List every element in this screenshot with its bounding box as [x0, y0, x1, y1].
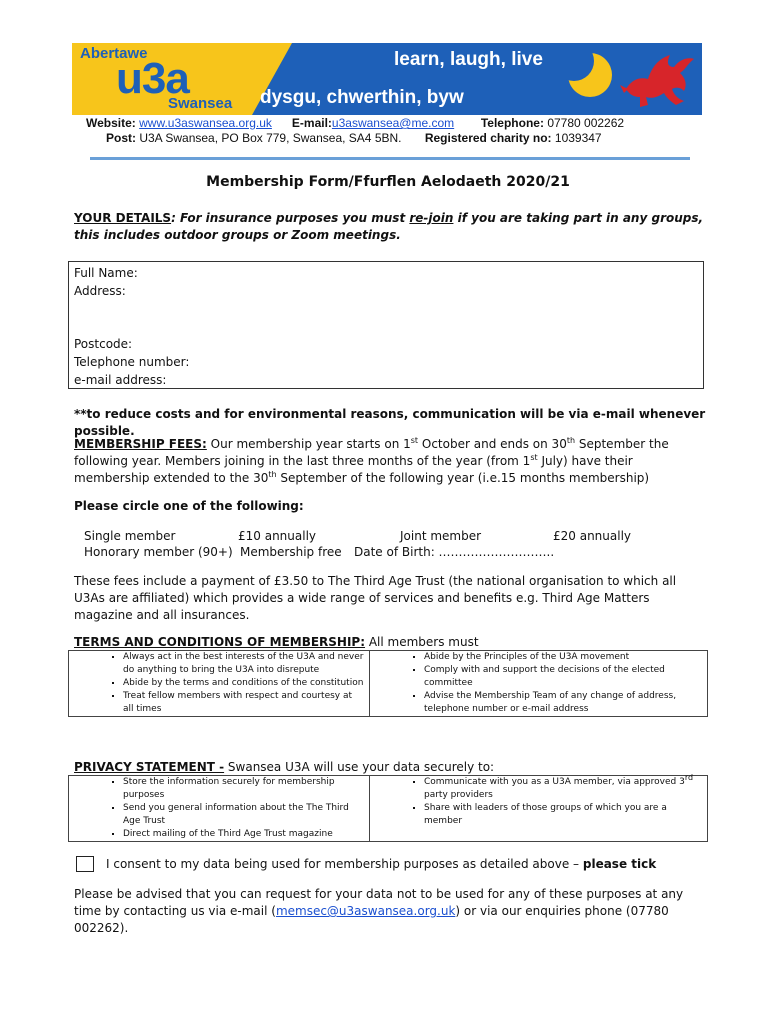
- website-link[interactable]: www.u3aswansea.org.uk: [139, 116, 272, 130]
- post-label: Post:: [106, 131, 136, 145]
- privacy-item: ▪ Direct mailing of the Third Age Trust magazine: [123, 828, 365, 841]
- address-space[interactable]: [74, 300, 698, 335]
- circle-heading: Please circle one of the following:: [74, 499, 304, 513]
- u3a-banner: [72, 43, 702, 115]
- postcode-field[interactable]: Postcode:: [74, 337, 133, 351]
- terms-item: ▪ Abide by the terms and conditions of the constitution: [123, 677, 365, 690]
- contact-line-2: [106, 131, 602, 145]
- privacy-heading-line: PRIVACY STATEMENT - Swansea U3A will use your data securely to:: [74, 760, 495, 774]
- website-label: Website:: [86, 116, 136, 130]
- consent-checkbox[interactable]: [76, 856, 94, 872]
- option-single[interactable]: Single member: [84, 529, 176, 543]
- terms-right-cell: [370, 651, 708, 717]
- option-honorary-fee[interactable]: Membership free: [240, 545, 342, 559]
- privacy-right-cell: [370, 773, 708, 842]
- email-link[interactable]: u3aswansea@me.com: [331, 116, 455, 130]
- phone-number: 07780 002262: [547, 116, 625, 130]
- banner-swansea: Swansea: [168, 95, 233, 112]
- charity-number: 1039347: [554, 131, 602, 145]
- your-details-paragraph: YOUR DETAILS: For insurance purposes you must re-join if you are taking part in any groups, this includes outdoor groups or Zoom meetings.: [74, 211, 704, 242]
- details-box[interactable]: [68, 261, 704, 389]
- please-tick: please tick: [582, 857, 657, 871]
- terms-item: ▪ Advise the Membership Team of any change of address, telephone number or e-mail address: [424, 690, 703, 716]
- privacy-item: ▪ Share with leaders of those groups of which you are a member: [424, 802, 703, 828]
- email-label: E-mail:: [291, 116, 332, 130]
- terms-item: ▪ Treat fellow members with respect and courtesy at all times: [123, 690, 365, 716]
- form-title: Membership Form/Ffurflen Aelodaeth 2020/21: [206, 174, 570, 190]
- email-note: **to reduce costs and for environmental reasons, communication will be via e-mail whenever possible.: [74, 407, 706, 438]
- advise-paragraph: Please be advised that you can request for your data not to be used for any of these purposes at any time by contacting us via e-mail (memsec@u3aswansea.org.uk) or via our enquiries phone (07780 002262).: [74, 887, 684, 935]
- membership-fees-paragraph: MEMBERSHIP FEES: Our membership year starts on 1st October and ends on 30th September the following year. Members joining in the last three months of the year (from 1st July) have their membership extended to the 30th September of the following year (i.e.15 months membership): [74, 436, 669, 485]
- contact-line-1: [86, 116, 624, 130]
- banner-abertawe: Abertawe: [80, 45, 148, 62]
- full-name-field[interactable]: Full Name:: [74, 266, 138, 280]
- terms-item: ▪ Always act in the best interests of the U3A and never do anything to bring the U3A into disrepute: [123, 651, 365, 677]
- charity-label: Registered charity no:: [424, 131, 552, 145]
- consent-text: I consent to my data being used for membership purposes as detailed above – please tick: [106, 857, 657, 871]
- option-joint[interactable]: Joint member: [400, 529, 482, 543]
- banner-u3a-logo: u3a: [116, 54, 189, 103]
- option-joint-fee[interactable]: £20 annually: [553, 529, 632, 543]
- privacy-table-wrap: [68, 775, 708, 842]
- welsh-dragon-icon: [618, 49, 698, 111]
- membership-fees-heading: MEMBERSHIP FEES:: [74, 437, 207, 451]
- terms-heading: TERMS AND CONDITIONS OF MEMBERSHIP:: [74, 635, 366, 649]
- post-address: U3A Swansea, PO Box 779, Swansea, SA4 5BN.: [139, 131, 402, 145]
- option-honorary[interactable]: Honorary member (90+): [84, 545, 233, 559]
- phone-label: Telephone:: [480, 116, 544, 130]
- privacy-item: ▪ Store the information securely for membership purposes: [123, 776, 365, 802]
- privacy-item: ▪ Send you general information about the The Third Age Trust: [123, 802, 365, 828]
- banner-slogan-cy: dysgu, chwerthin, byw: [260, 87, 464, 108]
- option-single-fee[interactable]: £10 annually: [238, 529, 317, 543]
- telephone-field[interactable]: Telephone number:: [74, 355, 190, 369]
- privacy-heading: PRIVACY STATEMENT -: [74, 760, 225, 774]
- fees-note: These fees include a payment of £3.50 to The Third Age Trust (the national organisation to which all U3As are affiliated) which provides a wide range of services and benefits e.g. Third Age Matters magazine and all insurances.: [74, 574, 677, 622]
- privacy-item: ▪ Communicate with you as a U3A member, via approved 3rd party providers: [424, 776, 703, 802]
- terms-left-cell: [69, 651, 370, 717]
- privacy-table: [68, 775, 708, 842]
- terms-table-wrap: [68, 650, 708, 717]
- privacy-left-cell: [69, 776, 370, 842]
- header-divider: [90, 157, 690, 160]
- banner-slogan-en: learn, laugh, live: [394, 49, 543, 70]
- terms-table: [68, 650, 708, 717]
- address-field[interactable]: Address:: [74, 284, 126, 298]
- date-of-birth-field[interactable]: Date of Birth: ………………………..: [354, 545, 555, 559]
- terms-heading-line: TERMS AND CONDITIONS OF MEMBERSHIP: All members must: [74, 635, 479, 649]
- terms-item: ▪ Abide by the Principles of the U3A movement: [424, 651, 703, 664]
- your-details-heading: YOUR DETAILS: [74, 211, 172, 225]
- email-field[interactable]: e-mail address:: [74, 373, 167, 387]
- terms-item: ▪ Comply with and support the decisions of the elected committee: [424, 664, 703, 690]
- memsec-email-link[interactable]: memsec@u3aswansea.org.uk: [275, 904, 456, 918]
- rejoin-emphasis: re-join: [409, 211, 454, 225]
